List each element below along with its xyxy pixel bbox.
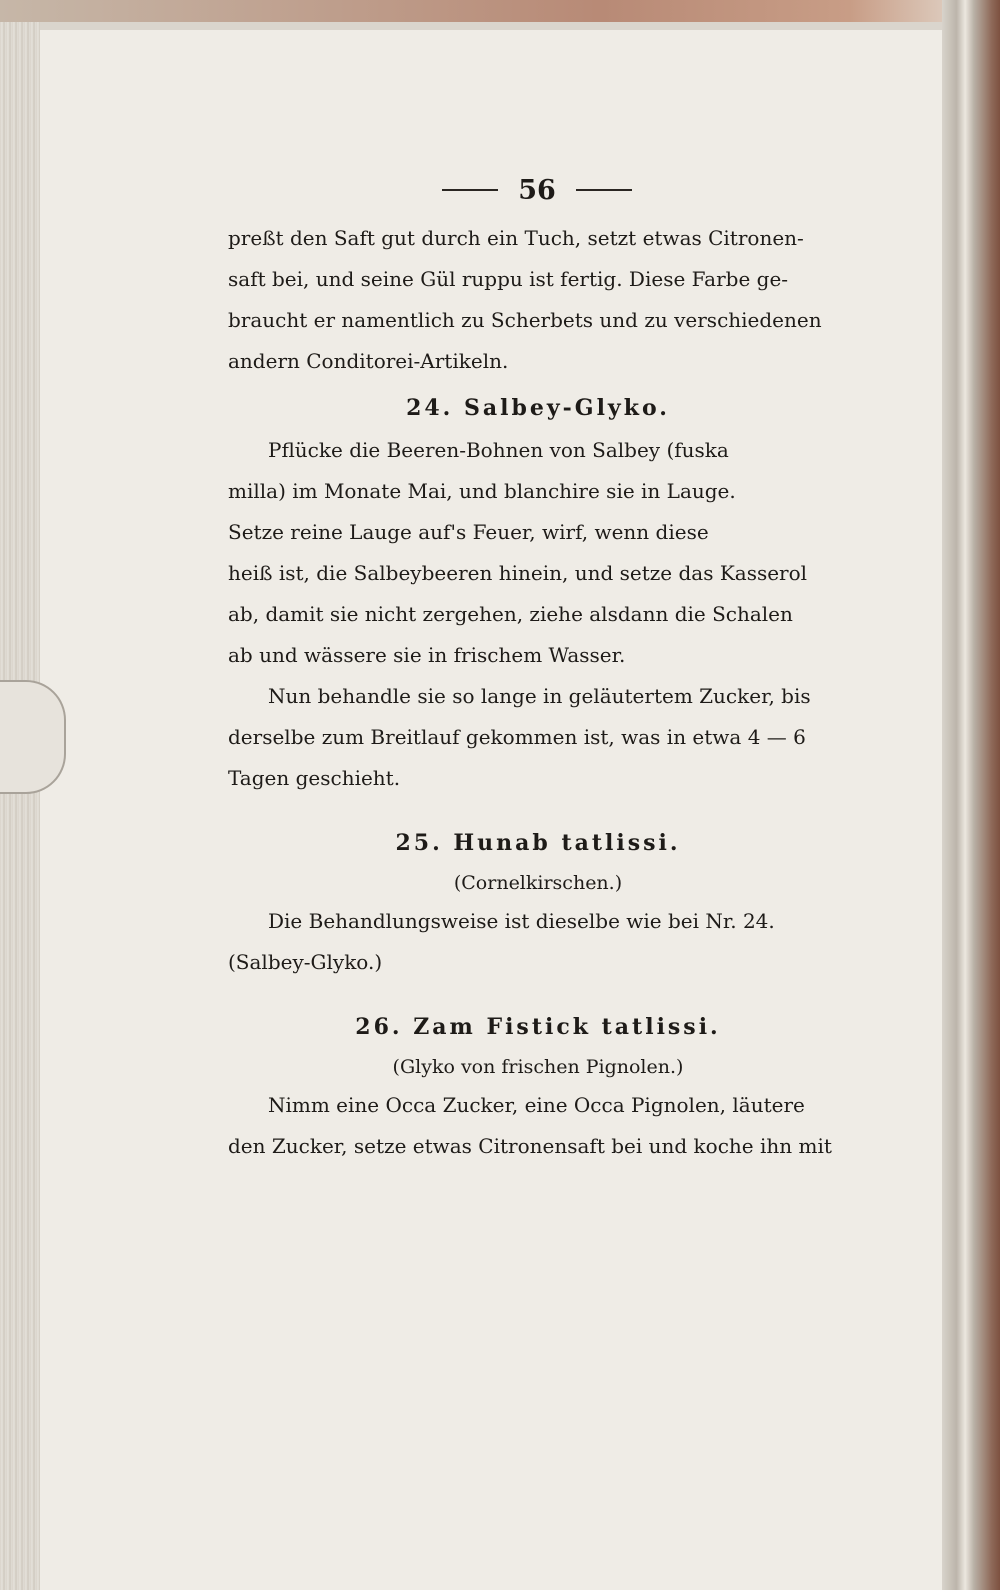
section-heading-25: 25. Hunab tatlissi.	[395, 830, 681, 856]
text-line: ab und wässere sie in frischem Wasser.	[228, 643, 626, 667]
section-25-paragraph	[228, 901, 848, 983]
text-line: Pflücke die Beeren-Bohnen von Salbey (fuska	[268, 438, 729, 462]
text-line: andern Conditorei-Artikeln.	[228, 349, 509, 373]
section-24-paragraph-1	[228, 430, 848, 676]
page-header	[226, 168, 848, 212]
header-dash-left	[442, 189, 498, 191]
book-cover-edge	[942, 0, 1000, 1590]
text-line: Tagen geschieht.	[228, 766, 401, 790]
page-tab-marker	[0, 680, 66, 794]
section-heading-26: 26. Zam Fistick tatlissi.	[355, 1014, 721, 1040]
text-line: heiß ist, die Salbeybeeren hinein, und setze das Kasserol	[228, 561, 808, 585]
text-line: ab, damit sie nicht zergehen, ziehe alsdann die Schalen	[228, 602, 793, 626]
text-line: den Zucker, setze etwas Citronensaft bei und koche ihn mit	[228, 1134, 832, 1158]
text-line: (Salbey-Glyko.)	[228, 950, 383, 974]
text-line: Setze reine Lauge auf's Feuer, wirf, wenn diese	[228, 520, 709, 544]
text-line: braucht er namentlich zu Scherbets und zu verschiedenen	[228, 308, 822, 332]
text-line: derselbe zum Breitlauf gekommen ist, was in etwa 4 — 6	[228, 725, 806, 749]
section-24-paragraph-2	[228, 676, 848, 799]
text-line: Die Behandlungsweise ist dieselbe wie bei Nr. 24.	[268, 909, 775, 933]
text-line: saft bei, und seine Gül ruppu ist fertig. Diese Farbe ge-	[228, 267, 789, 291]
intro-paragraph	[228, 218, 848, 382]
section-heading-24: 24. Salbey-Glyko.	[406, 395, 670, 421]
section-26-paragraph	[228, 1085, 848, 1167]
book-top-shadow	[0, 22, 1000, 30]
section-spacer	[228, 983, 848, 1001]
section-subheading-25: (Cornelkirschen.)	[453, 872, 623, 894]
header-dash-right	[576, 189, 632, 191]
section-subheading-26: (Glyko von frischen Pignolen.)	[392, 1056, 684, 1078]
page-fore-edge	[0, 22, 40, 1590]
page-content	[228, 168, 848, 1167]
text-line: Nun behandle sie so lange in geläutertem Zucker, bis	[268, 684, 811, 708]
text-line: milla) im Monate Mai, und blanchire sie in Lauge.	[228, 479, 736, 503]
book-top-edge	[0, 0, 1000, 22]
section-spacer	[228, 799, 848, 817]
page-number: 56	[518, 174, 556, 206]
text-line: preßt den Saft gut durch ein Tuch, setzt etwas Citronen-	[228, 226, 804, 250]
text-line: Nimm eine Occa Zucker, eine Occa Pignolen, läutere	[268, 1093, 805, 1117]
